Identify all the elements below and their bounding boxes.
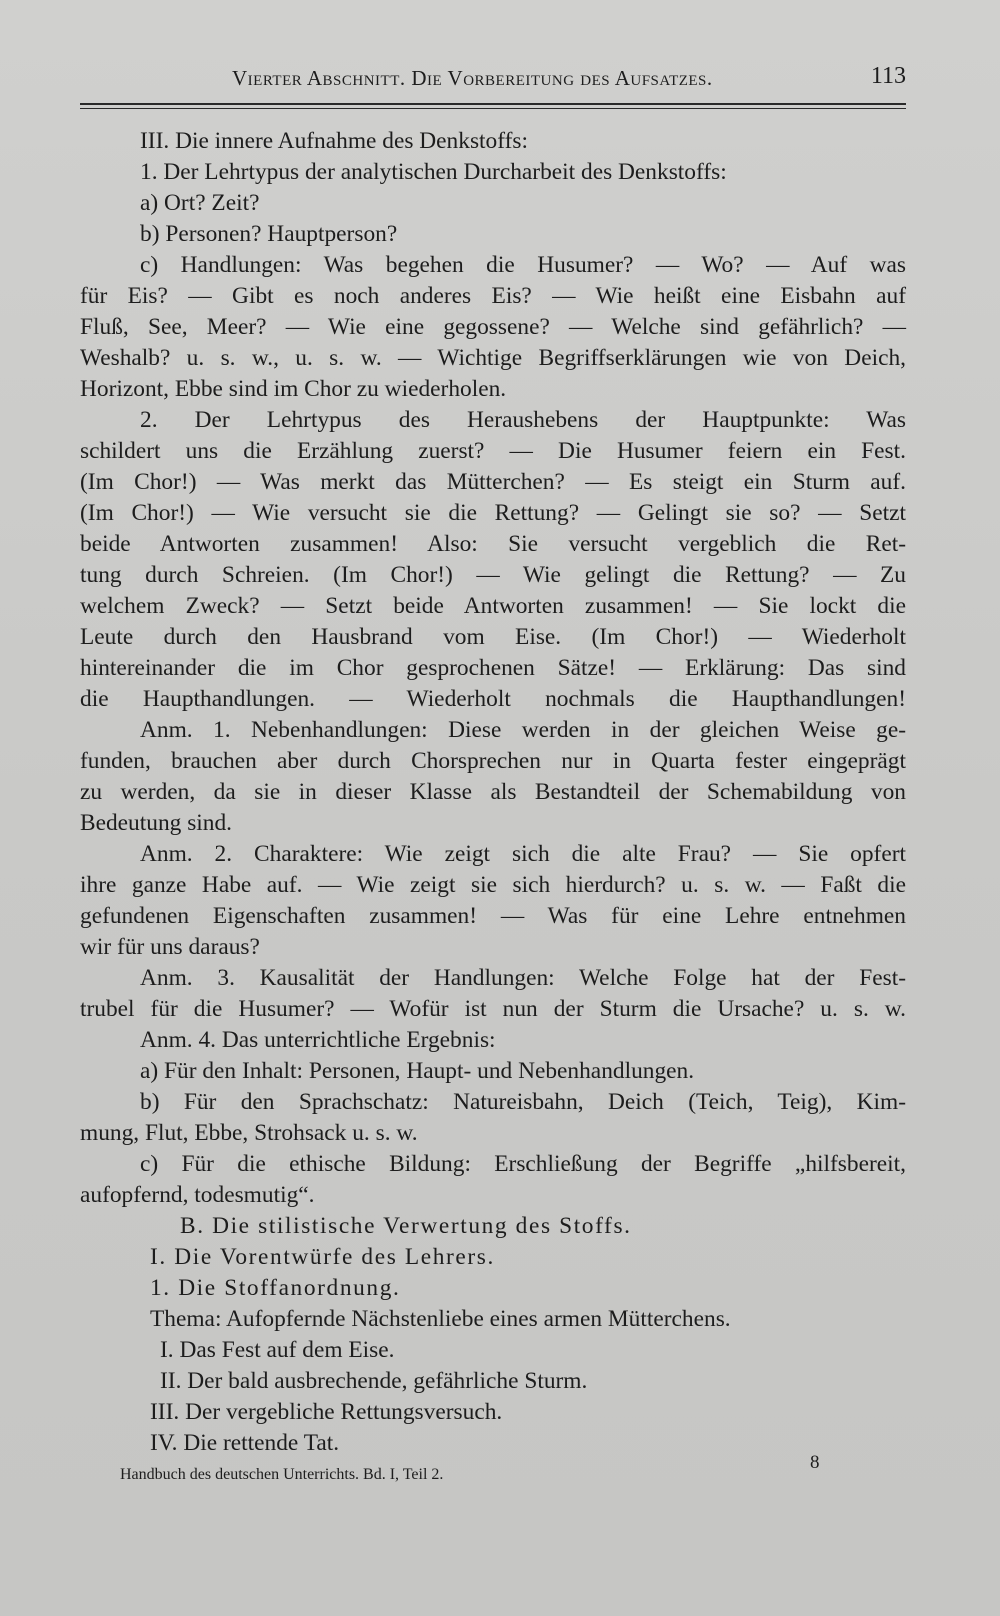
outline-item: II. Der bald ausbrechende, gefährliche Sturm.: [160, 1368, 588, 1394]
text-line: hintereinander die im Chor gesprochenen Sätze! — Erklärung: Das sind: [80, 655, 906, 681]
text-line: Anm. 2. Charaktere: Wie zeigt sich die alte Frau? — Sie opfert: [140, 841, 906, 867]
text-line: b) Für den Sprachschatz: Natureisbahn, Deich (Teich, Teig), Kim-: [140, 1089, 906, 1115]
text-line: gefundenen Eigenschaften zusammen! — Was für eine Lehre entnehmen: [80, 903, 906, 929]
text-line: Anm. 1. Nebenhandlungen: Diese werden in der gleichen Weise ge-: [140, 717, 906, 743]
subsection-heading: I. Die Vorentwürfe des Lehrers.: [150, 1244, 495, 1270]
text-line: die Haupthandlungen. — Wiederholt nochmals die Haupthandlungen!: [80, 686, 906, 712]
text-line: funden, brauchen aber durch Chorsprechen nur in Quarta fester eingeprägt: [80, 748, 906, 774]
text-line: Horizont, Ebbe sind im Chor zu wiederholen.: [80, 376, 507, 402]
outline-item: I. Das Fest auf dem Eise.: [160, 1337, 395, 1363]
text-line: beide Antworten zusammen! Also: Sie versucht vergeblich die Ret-: [80, 531, 906, 557]
footer-imprint: Handbuch des deutschen Unterrichts. Bd. I, Teil 2.: [120, 1466, 444, 1483]
text-line: welchem Zweck? — Setzt beide Antworten zusammen! — Sie lockt die: [80, 593, 906, 619]
text-line: für Eis? — Gibt es noch anderes Eis? — Wie heißt eine Eisbahn auf: [80, 283, 906, 309]
text-line: a) Für den Inhalt: Personen, Haupt- und Nebenhandlungen.: [140, 1058, 695, 1084]
running-title: Vierter Abschnitt. Die Vorbereitung des Aufsatzes.: [232, 66, 713, 90]
section-heading: B. Die stilistische Verwertung des Stoffs.: [180, 1213, 632, 1239]
page-number: 113: [870, 63, 906, 89]
outline-item: IV. Die rettende Tat.: [150, 1430, 340, 1456]
theme-line: Thema: Aufopfernde Nächstenliebe eines armen Mütterchens.: [150, 1306, 731, 1332]
subsection-heading: 1. Die Stoffanordnung.: [150, 1275, 401, 1301]
text-line: wir für uns daraus?: [80, 934, 260, 960]
text-line: mung, Flut, Ebbe, Strohsack u. s. w.: [80, 1120, 418, 1146]
text-line: zu werden, da sie in dieser Klasse als Bestandteil der Schemabildung von: [80, 779, 906, 805]
text-line: Fluß, See, Meer? — Wie eine gegossene? — Welche sind gefährlich? —: [80, 314, 906, 340]
text-line: trubel für die Husumer? — Wofür ist nun der Sturm die Ursache? u. s. w.: [80, 996, 906, 1022]
text-line: 2. Der Lehrtypus des Heraushebens der Hauptpunkte: Was: [140, 407, 906, 433]
text-line: III. Die innere Aufnahme des Denkstoffs:: [140, 128, 529, 154]
text-line: Anm. 3. Kausalität der Handlungen: Welche Folge hat der Fest-: [140, 965, 906, 991]
text-line: Weshalb? u. s. w., u. s. w. — Wichtige Begriffserklärungen wie von Deich,: [80, 345, 906, 371]
text-line: aufopfernd, todesmutig“.: [80, 1182, 315, 1208]
signature-mark: 8: [810, 1452, 820, 1473]
text-line: Leute durch den Hausbrand vom Eise. (Im Chor!) — Wiederholt: [80, 624, 906, 650]
page-header: [80, 63, 906, 96]
text-line: (Im Chor!) — Wie versucht sie die Rettung? — Gelingt sie so? — Setzt: [80, 500, 906, 526]
text-line: c) Für die ethische Bildung: Erschließung der Begriffe „hilfsbereit,: [140, 1151, 906, 1177]
text-line: Bedeutung sind.: [80, 810, 233, 836]
outline-item: III. Der vergebliche Rettungsversuch.: [150, 1399, 503, 1425]
text-line: (Im Chor!) — Was merkt das Mütterchen? — Es steigt ein Sturm auf.: [80, 469, 906, 495]
text-line: tung durch Schreien. (Im Chor!) — Wie gelingt die Rettung? — Zu: [80, 562, 906, 588]
text-line: Anm. 4. Das unterrichtliche Ergebnis:: [140, 1027, 496, 1053]
text-line: c) Handlungen: Was begehen die Husumer? — Wo? — Auf was: [140, 252, 906, 278]
text-line: 1. Der Lehrtypus der analytischen Durcharbeit des Denkstoffs:: [140, 159, 727, 185]
text-line: schildert uns die Erzählung zuerst? — Die Husumer feiern ein Fest.: [80, 438, 906, 464]
body-text: [80, 126, 906, 1459]
text-line: ihre ganze Habe auf. — Wie zeigt sie sich hierdurch? u. s. w. — Faßt die: [80, 872, 906, 898]
text-line: b) Personen? Hauptperson?: [140, 221, 398, 247]
header-rule-thick: [80, 103, 906, 105]
text-line: a) Ort? Zeit?: [140, 190, 260, 216]
header-rule-thin: [80, 108, 906, 109]
